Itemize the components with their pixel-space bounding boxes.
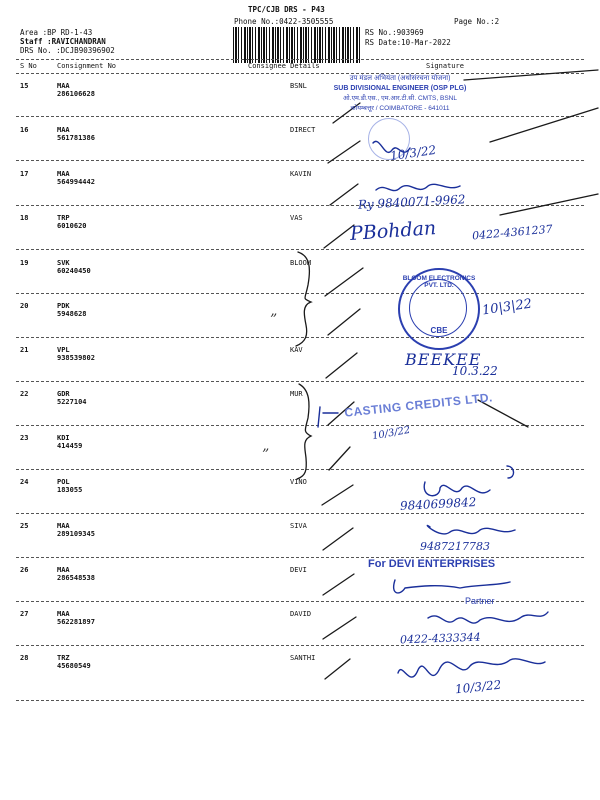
row-consignee: VINO	[290, 478, 307, 486]
row-consignment: KDI 414459	[57, 434, 83, 450]
row-consignment: VPL 938539802	[57, 346, 95, 362]
handwritten-phone: 9487217783	[420, 540, 490, 553]
row-sno: 20	[20, 302, 29, 310]
phone-number: Phone No.:0422-3505555	[234, 17, 334, 26]
stamp-text: Partner	[465, 596, 495, 606]
row-consignment: TRZ 45680549	[57, 654, 91, 670]
row-consignment: MAA 286106628	[57, 82, 95, 98]
handwritten-phone: 9840699842	[399, 495, 477, 513]
col-header-signature: Signature	[426, 62, 464, 70]
handwritten-date: 10/3/22	[389, 142, 438, 164]
rs-date: RS Date:10-Mar-2022	[365, 38, 451, 47]
row-consignment: MAA 286548538	[57, 566, 95, 582]
devi-stamp: For DEVI ENTERPRISES	[368, 558, 496, 570]
row-consignment: GDR 5227104	[57, 390, 87, 406]
handwritten-date: 10/3/22	[371, 424, 412, 443]
col-header-sno: S No	[20, 62, 37, 70]
handwritten-phone: 0422-4333344	[399, 630, 481, 647]
stamp-text: ओ.एम.डी.एस., एम.आर.टी.सी. CMTS, BSNL	[343, 95, 457, 102]
stamp-text: CBE	[430, 326, 448, 335]
row-consignee: DEVI	[290, 566, 307, 574]
row-sno: 17	[20, 170, 29, 178]
casting-stamp: CASTING CREDITS LTD.	[343, 390, 494, 420]
row-consignment: TRP 6010620	[57, 214, 87, 230]
row-consignee: SIVA	[290, 522, 307, 530]
rs-number: RS No.:903969	[365, 28, 424, 37]
bsnl-stamp	[330, 74, 470, 114]
area-label: Area :BP RD-1-43	[20, 28, 93, 37]
handwritten-name: BEEKEE	[405, 350, 482, 369]
row-consignment: MAA 564994442	[57, 170, 95, 186]
stamp-text: BLOOM ELECTRONICS PVT. LTD.	[402, 275, 476, 289]
handwritten-date: 10/3/22	[454, 677, 502, 697]
bloom-stamp	[398, 268, 480, 350]
row-sno: 23	[20, 434, 29, 442]
row-sno: 16	[20, 126, 29, 134]
row-consignee: MUR	[290, 390, 303, 398]
ditto-mark: ”	[270, 312, 278, 328]
row-consignee: KAVIN	[290, 170, 312, 178]
row-consignee: BLOOM	[290, 259, 312, 267]
row-consignment: MAA 289109345	[57, 522, 95, 538]
handwritten-phone: 0422-4361237	[471, 222, 554, 243]
handwritten-date: 10.3.22	[452, 364, 498, 378]
row-sno: 22	[20, 390, 29, 398]
row-sno: 24	[20, 478, 29, 486]
row-consignee: VAS	[290, 214, 303, 222]
row-sno: 25	[20, 522, 29, 530]
col-header-consignment: Consignment No	[57, 62, 117, 70]
row-consignment: POL 183055	[57, 478, 83, 494]
row-consignee: SANTHI	[290, 654, 316, 662]
row-consignment: PDK 5948628	[57, 302, 87, 318]
row-consignment: SVK 60240450	[57, 259, 91, 275]
row-consignment: MAA 562281897	[57, 610, 95, 626]
row-sno: 26	[20, 566, 29, 574]
staff-label: Staff :RAVICHANDRAN	[20, 37, 106, 46]
row-sno: 27	[20, 610, 29, 618]
handwritten-name: PBohdan	[349, 217, 437, 245]
page-number: Page No.:2	[454, 17, 500, 26]
row-sno: 18	[20, 214, 29, 222]
col-header-consignee: Consignee Details	[248, 62, 320, 70]
stamp-text: उप मंडल अभियंता (अधोसंरचना योजना)	[349, 75, 451, 82]
row-sno: 15	[20, 82, 29, 90]
document-title: TPC/CJB DRS - P43	[248, 5, 325, 14]
row-consignee: DIRECT	[290, 126, 316, 134]
stamp-text: SUB DIVISIONAL ENGINEER (OSP PLG)	[333, 85, 467, 92]
drs-number: DRS No. :DCJB90396902	[20, 46, 115, 55]
row-consignee: DAVID	[290, 610, 312, 618]
handwritten-date: 10|3|22	[481, 296, 533, 319]
row-consignee: BSNL	[290, 82, 307, 90]
stamp-text: कोयम्बत्तूर / COIMBATORE - 641011	[350, 105, 450, 112]
row-sno: 21	[20, 346, 29, 354]
handwritten-phone: Ry 9840071-9962	[357, 192, 466, 212]
row-sno: 19	[20, 259, 29, 267]
row-consignment: MAA 561781386	[57, 126, 95, 142]
ditto-mark: ”	[262, 447, 270, 463]
row-consignee: KAV	[290, 346, 303, 354]
row-sno: 28	[20, 654, 29, 662]
